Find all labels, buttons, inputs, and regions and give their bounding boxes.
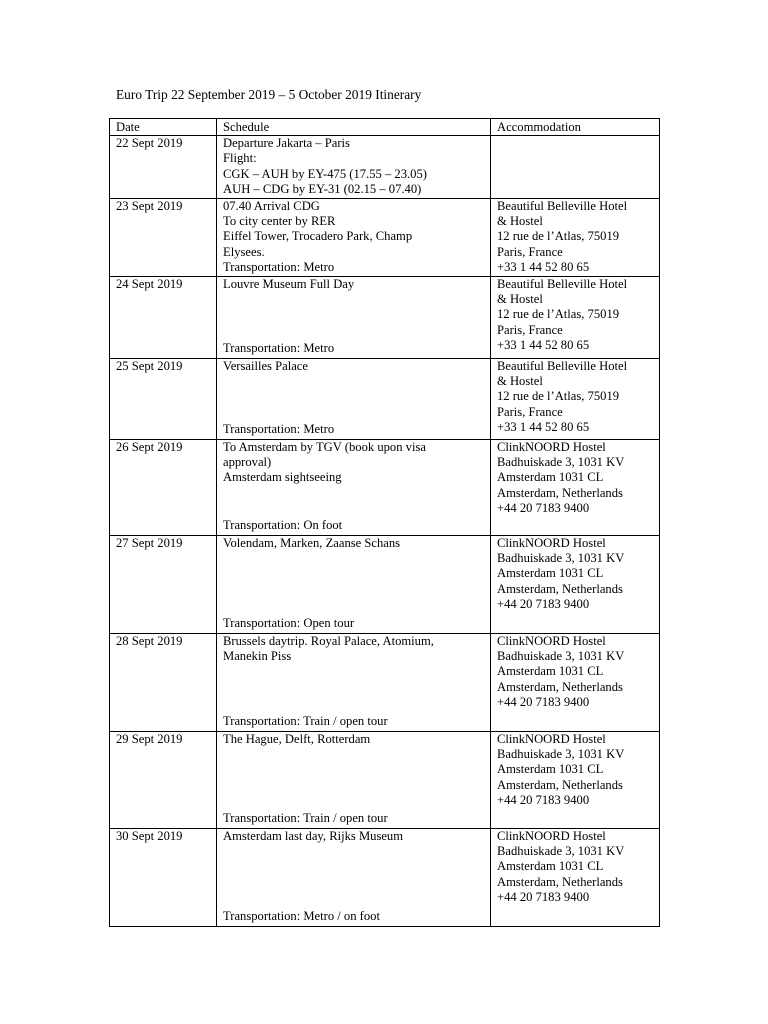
accommodation-line: Badhuiskade 3, 1031 KV <box>497 551 625 566</box>
header-date: Date <box>110 119 217 136</box>
accommodation-line: & Hostel <box>497 374 543 389</box>
accommodation-line: Badhuiskade 3, 1031 KV <box>497 455 625 470</box>
table-row <box>110 198 660 276</box>
schedule-cell <box>217 198 491 276</box>
accommodation-cell <box>491 136 660 199</box>
accommodation-line: +33 1 44 52 80 65 <box>497 338 590 353</box>
schedule-line: approval) <box>223 455 272 470</box>
table-row <box>110 136 660 199</box>
schedule-line: To city center by RER <box>223 214 336 229</box>
accommodation-line: +44 20 7183 9400 <box>497 890 590 905</box>
date-cell: 24 Sept 2019 <box>110 276 217 358</box>
accommodation-line: Amsterdam 1031 CL <box>497 470 604 485</box>
accommodation-line: Beautiful Belleville Hotel <box>497 358 628 373</box>
transportation-note: Transportation: Metro <box>223 341 335 356</box>
schedule-line: Transportation: Metro <box>223 260 335 275</box>
transportation-note: Transportation: Train / open tour <box>223 811 388 826</box>
accommodation-line: Amsterdam, Netherlands <box>497 874 623 889</box>
accommodation-lines <box>497 829 653 906</box>
accommodation-line: & Hostel <box>497 292 543 307</box>
schedule-line: Amsterdam last day, Rijks Museum <box>223 828 404 843</box>
transportation-note: Transportation: On foot <box>223 518 343 533</box>
schedule-line: Brussels daytrip. Royal Palace, Atomium, <box>223 633 434 648</box>
schedule-line: Manekin Piss <box>223 649 292 664</box>
accommodation-lines <box>497 359 653 436</box>
accommodation-line: ClinkNOORD Hostel <box>497 439 606 454</box>
accommodation-line: Amsterdam, Netherlands <box>497 679 623 694</box>
schedule-lines <box>223 732 484 747</box>
accommodation-line: Beautiful Belleville Hotel <box>497 276 628 291</box>
page-title: Euro Trip 22 September 2019 – 5 October 2019 Itinerary <box>116 87 422 102</box>
accommodation-line: ClinkNOORD Hostel <box>497 633 606 648</box>
accommodation-line: Amsterdam 1031 CL <box>497 566 604 581</box>
schedule-line: The Hague, Delft, Rotterdam <box>223 731 371 746</box>
schedule-lines <box>223 359 484 374</box>
accommodation-line: Amsterdam 1031 CL <box>497 664 604 679</box>
date-cell: 25 Sept 2019 <box>110 358 217 439</box>
accommodation-cell <box>491 358 660 439</box>
date-cell: 23 Sept 2019 <box>110 198 217 276</box>
accommodation-line: Amsterdam, Netherlands <box>497 777 623 792</box>
schedule-line: 07.40 Arrival CDG <box>223 198 320 213</box>
schedule-lines <box>223 536 484 551</box>
accommodation-lines <box>497 440 653 517</box>
accommodation-cell <box>491 828 660 926</box>
schedule-lines <box>223 440 484 486</box>
schedule-line: Amsterdam sightseeing <box>223 470 342 485</box>
schedule-line: Departure Jakarta – Paris <box>223 136 350 150</box>
accommodation-line: +33 1 44 52 80 65 <box>497 260 590 275</box>
accommodation-line: Paris, France <box>497 404 563 419</box>
schedule-cell <box>217 535 491 633</box>
schedule-line: Eiffel Tower, Trocadero Park, Champ <box>223 229 413 244</box>
accommodation-lines <box>497 732 653 809</box>
accommodation-line: Amsterdam, Netherlands <box>497 581 623 596</box>
schedule-cell <box>217 731 491 828</box>
itinerary-table <box>109 118 660 927</box>
schedule-line: CGK – AUH by EY-475 (17.55 – 23.05) <box>223 166 427 181</box>
accommodation-cell <box>491 198 660 276</box>
schedule-line: Louvre Museum Full Day <box>223 276 355 291</box>
accommodation-line: 12 rue de l’Atlas, 75019 <box>497 389 620 404</box>
schedule-lines <box>223 634 484 665</box>
schedule-lines <box>223 136 484 198</box>
table-row <box>110 358 660 439</box>
table-header-row <box>110 119 660 136</box>
accommodation-line: ClinkNOORD Hostel <box>497 828 606 843</box>
accommodation-line: ClinkNOORD Hostel <box>497 731 606 746</box>
date-cell: 22 Sept 2019 <box>110 136 217 199</box>
accommodation-line: & Hostel <box>497 214 543 229</box>
accommodation-line: 12 rue de l’Atlas, 75019 <box>497 307 620 322</box>
schedule-cell <box>217 633 491 731</box>
table-row <box>110 633 660 731</box>
schedule-lines <box>223 199 484 276</box>
schedule-cell <box>217 136 491 199</box>
accommodation-cell <box>491 439 660 535</box>
transportation-note: Transportation: Metro <box>223 422 335 437</box>
schedule-line: Flight: <box>223 151 257 166</box>
accommodation-line: Badhuiskade 3, 1031 KV <box>497 844 625 859</box>
schedule-cell <box>217 439 491 535</box>
accommodation-line: Paris, France <box>497 244 563 259</box>
accommodation-line: Paris, France <box>497 322 563 337</box>
accommodation-line: Badhuiskade 3, 1031 KV <box>497 747 625 762</box>
table-row <box>110 276 660 358</box>
schedule-line: AUH – CDG by EY-31 (02.15 – 07.40) <box>223 182 422 197</box>
accommodation-line: Amsterdam 1031 CL <box>497 859 604 874</box>
accommodation-line: +44 20 7183 9400 <box>497 793 590 808</box>
date-cell: 29 Sept 2019 <box>110 731 217 828</box>
schedule-cell <box>217 358 491 439</box>
accommodation-cell <box>491 276 660 358</box>
table-row <box>110 535 660 633</box>
date-cell: 27 Sept 2019 <box>110 535 217 633</box>
accommodation-line: Badhuiskade 3, 1031 KV <box>497 649 625 664</box>
schedule-cell <box>217 828 491 926</box>
accommodation-lines <box>497 634 653 711</box>
schedule-line: Elysees. <box>223 244 265 259</box>
accommodation-cell <box>491 731 660 828</box>
accommodation-cell <box>491 633 660 731</box>
schedule-line: Volendam, Marken, Zaanse Schans <box>223 535 401 550</box>
accommodation-line: +44 20 7183 9400 <box>497 597 590 612</box>
accommodation-lines <box>497 277 653 354</box>
date-cell: 28 Sept 2019 <box>110 633 217 731</box>
transportation-note: Transportation: Train / open tour <box>223 714 388 729</box>
schedule-line: Versailles Palace <box>223 358 308 373</box>
table-row <box>110 439 660 535</box>
schedule-line: To Amsterdam by TGV (book upon visa <box>223 439 426 454</box>
table-row <box>110 828 660 926</box>
accommodation-line: 12 rue de l’Atlas, 75019 <box>497 229 620 244</box>
schedule-lines <box>223 277 484 292</box>
table-row <box>110 731 660 828</box>
transportation-note: Transportation: Open tour <box>223 616 355 631</box>
accommodation-lines <box>497 199 653 276</box>
accommodation-line: Beautiful Belleville Hotel <box>497 198 628 213</box>
accommodation-line: +44 20 7183 9400 <box>497 501 590 516</box>
header-schedule: Schedule <box>217 119 491 136</box>
accommodation-line: +44 20 7183 9400 <box>497 695 590 710</box>
accommodation-line: Amsterdam 1031 CL <box>497 762 604 777</box>
accommodation-line: ClinkNOORD Hostel <box>497 535 606 550</box>
header-accommodation: Accommodation <box>491 119 660 136</box>
date-cell: 26 Sept 2019 <box>110 439 217 535</box>
accommodation-lines <box>497 536 653 613</box>
accommodation-line: Amsterdam, Netherlands <box>497 485 623 500</box>
date-cell: 30 Sept 2019 <box>110 828 217 926</box>
schedule-lines <box>223 829 484 844</box>
accommodation-cell <box>491 535 660 633</box>
transportation-note: Transportation: Metro / on foot <box>223 909 380 924</box>
schedule-cell <box>217 276 491 358</box>
accommodation-line: +33 1 44 52 80 65 <box>497 420 590 435</box>
